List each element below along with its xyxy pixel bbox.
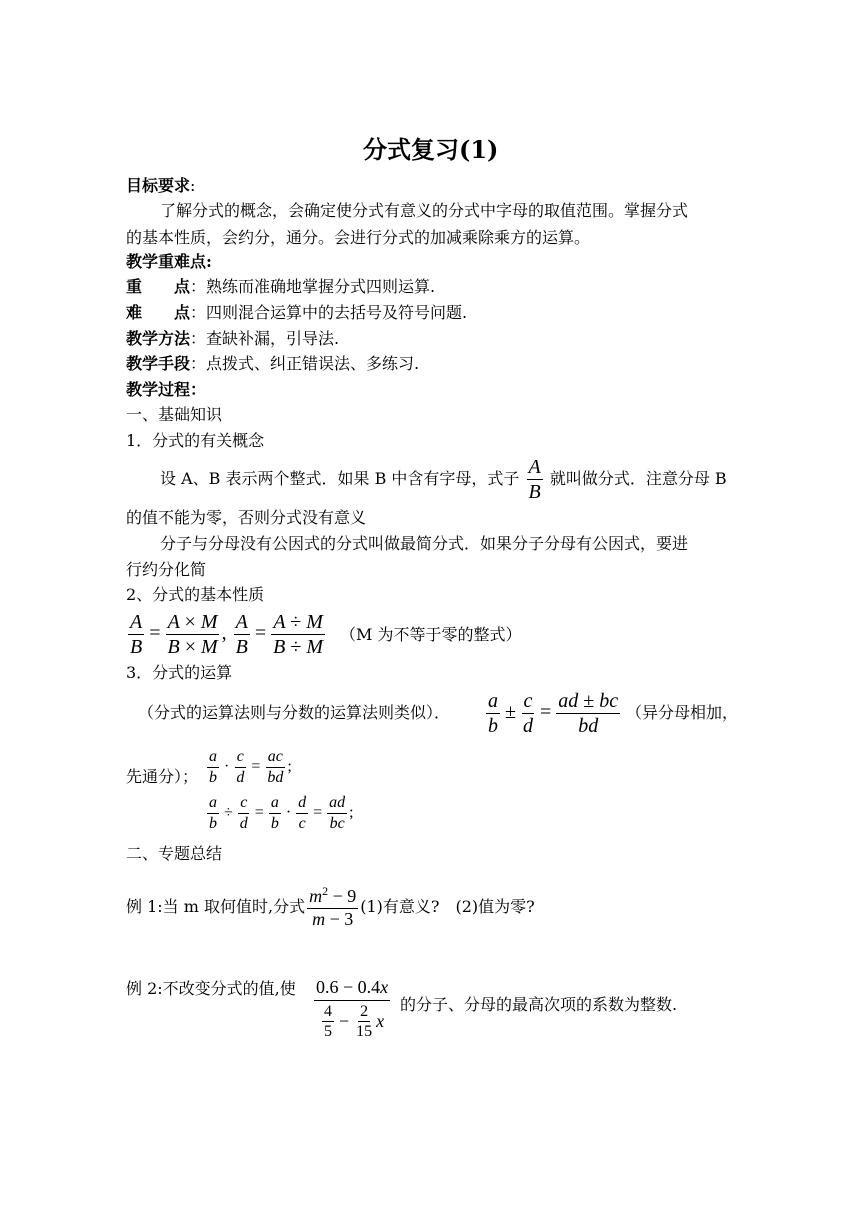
frac-example-2: 0.6 − 0.4x $\frac{4}{5}$ − $\frac{2}{15}$ x — [316, 977, 389, 1041]
key-means-text: ：点拨式、纠正错误法、多练习. — [190, 354, 420, 373]
frac-a-b-d: $\frac{a}{b}$ — [209, 794, 217, 832]
section1-heading: 一、基础知识 — [126, 405, 223, 424]
add-rule-formula: $\frac{a}{b}$ ± $\frac{c}{d}$ = $\frac{ad \pm bc}{bd}$ — [488, 689, 619, 737]
example-2-a: 例 2:不改变分式的值,使 — [126, 979, 296, 998]
concept-p1-b: 就叫做分式．注意分母 B — [549, 469, 727, 488]
divide-rule-formula: $\frac{a}{b}$ ÷ $\frac{c}{d}$ = $\frac{a}{b}$ · $\frac{d}{c}$ = $\frac{ad}{bc}$ ; — [209, 794, 354, 832]
key-method-label: 教学方法 — [126, 329, 191, 348]
key-heading: 教学重难点: — [126, 252, 212, 271]
frac-4-5: $\frac{4}{5}$ — [324, 1002, 332, 1041]
example-2 — [126, 978, 296, 1000]
frac-ad-bc-bd: $\frac{ad \pm bc}{bd}$ — [558, 689, 619, 737]
frac-a-b: $\frac{a}{b}$ — [488, 689, 498, 737]
section1-item1: 1．分式的有关概念 — [126, 431, 265, 450]
page-title: 分式复习(1) — [363, 135, 499, 164]
frac-a-b-1: $\frac{A}{B}$ — [130, 610, 143, 658]
frac-a-b-m: $\frac{a}{b}$ — [209, 748, 217, 786]
example-1 — [126, 882, 535, 932]
key-zhong-label: 重 点 — [126, 277, 191, 296]
frac-ad-bc: $\frac{ad}{bc}$ — [329, 794, 346, 832]
key-means-label: 教学手段 — [126, 354, 191, 373]
goals-heading: 目标要求 — [126, 176, 191, 195]
example-1-b: (1)有意义? (2)值为零? — [360, 897, 535, 916]
section1-item2: 2、分式的基本性质 — [126, 585, 265, 604]
frac-adm-bdm: $\frac{A \div M}{B \div M}$ — [273, 610, 324, 658]
property-formula: $\frac{A}{B}$ = $\frac{A \times M}{B \times M}$ , $\frac{A}{B}$ = $\frac{A \div M}{B \div M}$ — [130, 610, 324, 658]
frac-c-d-m: $\frac{c}{d}$ — [236, 748, 245, 786]
frac-a-b-d2: $\frac{a}{b}$ — [270, 794, 279, 832]
example-2-b: 的分子、分母的最高次项的系数为整数. — [400, 995, 678, 1014]
key-nan-line — [126, 302, 467, 324]
key-nan-label: 难 点 — [126, 303, 191, 322]
key-nan-text: ：四则混合运算中的去括号及符号问题. — [190, 303, 468, 322]
operations-note: （分式的运算法则与分数的运算法则类似）． — [138, 703, 451, 722]
frac-am-bm: $\frac{A \times M}{B \times M}$ — [167, 610, 218, 658]
multiply-rule-formula: $\frac{a}{b}$ · $\frac{c}{d}$ = $\frac{ac}{bd}$ ; — [209, 748, 292, 786]
fraction-a-over-b: $\frac{A}{B}$ — [528, 456, 541, 503]
goals-line-2: 的基本性质，会约分，通分。会进行分式的加减乘除乘方的运算。 — [126, 228, 591, 247]
goals-heading-line — [126, 175, 195, 197]
goals-line-1: 了解分式的概念，会确定使分式有意义的分式中字母的取值范围。掌握分式 — [160, 201, 689, 220]
frac-d-c: $\frac{d}{c}$ — [298, 794, 307, 832]
concept-p1-a: 设 A、B 表示两个整式．如果 B 中含有字母，式子 — [160, 469, 520, 488]
concept-p1-c: 的值不能为零，否则分式没有意义 — [126, 508, 367, 527]
frac-a-b-2: $\frac{A}{B}$ — [235, 610, 248, 658]
concept-para-1 — [160, 456, 727, 503]
frac-ac-bd: $\frac{ac}{bd}$ — [267, 748, 284, 786]
example-1-a: 例 1:当 m 取何值时,分式 — [126, 897, 306, 916]
key-zhong-line — [126, 276, 435, 298]
goals-colon: : — [190, 176, 196, 195]
key-method-line — [126, 328, 339, 350]
frac-c-d-d: $\frac{c}{d}$ — [239, 794, 248, 832]
frac-m2-9-m-3: $\frac{m^2 - 9}{m - 3}$ — [309, 884, 357, 929]
key-method-text: ：查缺补漏，引导法. — [190, 329, 340, 348]
concept-p2-b: 行约分化简 — [126, 560, 207, 579]
operations-note-tail-2: 先通分）； — [126, 767, 199, 786]
section1-item3: 3．分式的运算 — [126, 663, 233, 682]
key-process: 教学过程： — [126, 380, 207, 399]
frac-2-15: $\frac{2}{15}$ — [356, 1002, 373, 1041]
key-means-line — [126, 353, 419, 375]
concept-p2-a: 分子与分母没有公因式的分式叫做最简分式．如果分子分母有公因式，要进 — [160, 534, 689, 553]
operations-note-tail: （异分母相加， — [626, 703, 739, 722]
property-note: （M 为不等于零的整式） — [340, 625, 522, 644]
frac-c-d: $\frac{c}{d}$ — [522, 689, 533, 737]
section2-heading: 二、专题总结 — [126, 844, 223, 863]
key-zhong-text: ：熟练而准确地掌握分式四则运算. — [190, 277, 436, 296]
